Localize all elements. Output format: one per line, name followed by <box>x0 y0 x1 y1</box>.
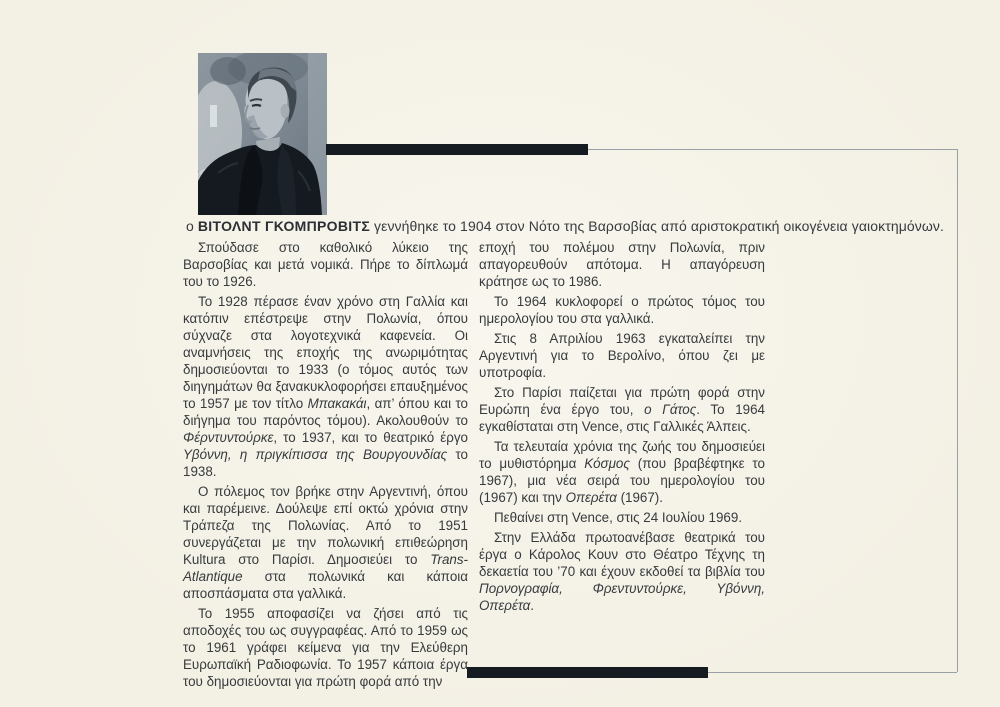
portrait-photo <box>198 53 327 215</box>
paragraph: Στο Παρίσι παίζεται για πρώτη φορά στην Ευρώπη ένα έργο του, ο Γάτος. Το 1964 εγκαθίσταται στη Vence, στις Γαλλικές Άλπεις. <box>479 385 765 434</box>
paragraph: Στην Ελλάδα πρωτοανέβασε θεατρικά του έργα ο Κάρολος Κουν στο Θέατρο Τέχνης τη δεκαετία του ’70 και έχουν εκδοθεί τα βιβλία του Πορνογραφία, Φρεντυντούρκε, Υβόννη, Οπερέτα. <box>479 530 765 613</box>
column-right <box>479 239 765 617</box>
paragraph: Ο πόλεμος τον βρήκε στην Αργεντινή, όπου και παρέμεινε. Δούλεψε επί οκτώ χρόνια στην Τράπεζα της Πολωνίας. Από το 1951 συνεργάζεται με την πολωνική επιθεώρηση Kultura στο Παρίσι. Δημοσιεύει το Trans-Atlantique στα πολωνικά και κάποια αποσπάσματα στα γαλλικά. <box>183 484 468 601</box>
column-left <box>183 239 468 693</box>
author-name: ΒΙΤΟΛΝΤ ΓΚΟΜΠΡΟΒΙΤΣ <box>197 218 371 234</box>
paragraph: Το 1964 κυκλοφορεί ο πρώτος τόμος του ημερολογίου του στα γαλλικά. <box>479 294 765 326</box>
frame-line-bottom <box>708 672 957 673</box>
paragraph: Στις 8 Απριλίου 1963 εγκαταλείπει την Αργεντινή για το Βερολίνο, όπου ζει με υποτροφία. <box>479 331 765 380</box>
bottom-accent-bar <box>467 667 708 678</box>
paragraph: εποχή του πολέμου στην Πολωνία, πριν απαγορευθούν απότομα. Η απαγόρευση κράτησε ως το 1986. <box>479 240 765 289</box>
paragraph: Το 1955 αποφασίζει να ζήσει από τις αποδοχές του ως συγγραφέας. Από το 1959 ως το 1961 γράφει κείμενα για την Ελεύθερη Ευρωπαϊκή Ραδιοφωνία. Το 1957 κάποια έργα του δημοσιεύονται για πρώτη φορά από την <box>183 606 468 689</box>
frame-line-top <box>588 149 957 150</box>
paragraph: Τα τελευταία χρόνια της ζωής του δημοσιεύει το μυθιστόρημα Κόσμος (που βραβέφτηκε το 1967), μια νέα σειρά του ημερολογίου του (1967) και την Οπερέτα (1967). <box>479 439 765 505</box>
lead-prefix: ο <box>186 218 198 234</box>
lead-rest: γεννήθηκε το 1904 στον Νότο της Βαρσοβίας από αριστοκρατική οικογένεια γαιοκτημόνων. <box>370 218 945 234</box>
paragraph: Πεθαίνει στη Vence, στις 24 Ιουλίου 1969. <box>494 510 743 525</box>
lead-line <box>186 217 944 235</box>
paragraph: Σπούδασε στο καθολικό λύκειο της Βαρσοβίας και μετά νομικά. Πήρε το δίπλωμά του το 1926. <box>183 240 468 289</box>
frame-line-right <box>957 149 958 672</box>
paragraph: Το 1928 πέρασε έναν χρόνο στη Γαλλία και κατόπιν επέστρεψε στην Πολωνία, όπου σύχναζε στα λογοτεχνικά καφενεία. Οι αναμνήσεις της εποχής της ανωριμότητας δημοσιεύονται το 1933 (ο τόμος αυτός των διηγημάτων θα ξανακυκλοφορήσει επαυξημένος το 1957 με τον τίτλο Μπακακάι, απ’ όπου και το διήγημα του παρόντος τόμου). Ακολουθούν το Φέρντυντούρκε, το 1937, και το θεατρικό έργο Υβόννη, η πριγκίπισσα της Βουργουνδίας το 1938. <box>183 294 468 479</box>
top-accent-bar <box>326 144 588 155</box>
